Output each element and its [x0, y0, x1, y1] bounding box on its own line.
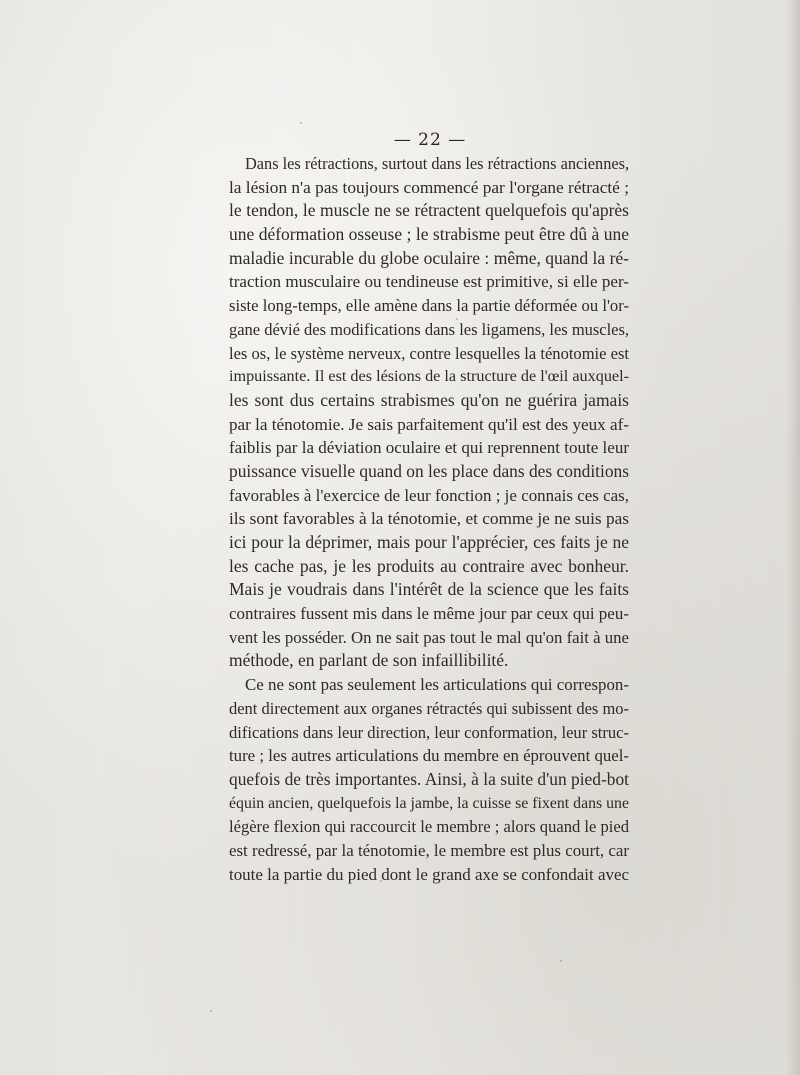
text-line: vent les posséder. On ne sait pas tout le mal qu'on fait à une: [229, 627, 629, 647]
text-line: difications dans leur direction, leur conformation, leur struc-: [229, 722, 629, 742]
text-line: légère flexion qui raccourcit le membre ; alors quand le pied: [229, 817, 629, 837]
text-line: favorables à l'exercice de leur fonction ; je connais ces cas,: [229, 485, 629, 505]
paragraph-2: [229, 673, 629, 886]
paper-speck: [210, 1010, 212, 1012]
text-line: une déformation osseuse ; le strabisme peut être dû à une: [229, 224, 629, 245]
text-line: ture ; les autres articulations du membre en éprouvent quel-: [229, 746, 629, 766]
text-line: le tendon, le muscle ne se rétractent quelquefois qu'après: [229, 200, 629, 221]
paper-speck: [456, 318, 458, 320]
text-line: est redressé, par la ténotomie, le membre est plus court, car: [229, 840, 629, 860]
text-line: les cache pas, je les produits au contraire avec bonheur.: [229, 555, 629, 576]
text-line: Dans les rétractions, surtout dans les rétractions anciennes,: [245, 154, 630, 173]
text-line: méthode, en parlant de son infaillibilité.: [229, 650, 509, 671]
text-line: puissance visuelle quand on les place dans des conditions: [229, 460, 629, 481]
text-line: équin ancien, quelquefois la jambe, la cuisse se fixent dans une: [229, 794, 629, 812]
paper-speck: [300, 122, 302, 124]
body-text: [229, 152, 629, 886]
text-line: les os, le système nerveux, contre lesquelles la ténotomie est: [229, 343, 629, 363]
text-line: Ce ne sont pas seulement les articulations qui correspon-: [245, 675, 629, 695]
text-line: par la ténotomie. Je sais parfaitement qu'il est des yeux af-: [229, 414, 629, 434]
text-line: impuissante. Il est des lésions de la structure de l'œil auxquel-: [229, 367, 629, 386]
text-line: ils sont favorables à la ténotomie, et comme je ne suis pas: [229, 509, 629, 529]
text-line: toute la partie du pied dont le grand axe se confondait avec: [229, 864, 629, 884]
text-line: faiblis par la déviation oculaire et qui reprennent toute leur: [229, 438, 629, 458]
text-line: contraires fussent mis dans le même jour par ceux qui peu-: [229, 604, 629, 624]
text-line: ici pour la déprimer, mais pour l'apprécier, ces faits je ne: [229, 532, 629, 552]
text-line: Mais je voudrais dans l'intérêt de la science que les faits: [229, 579, 629, 600]
text-line: la lésion n'a pas toujours commencé par l'organe rétracté ;: [229, 177, 629, 197]
paragraph-1: [229, 152, 629, 673]
paper-speck: [466, 650, 468, 652]
text-line: maladie incurable du globe oculaire : même, quand la ré-: [229, 247, 629, 268]
paper-speck: [560, 960, 562, 962]
text-line: les sont dus certains strabismes qu'on ne guérira jamais: [229, 389, 629, 410]
page-number: — 22 —: [393, 130, 467, 150]
text-line: traction musculaire ou tendineuse est primitive, si elle per-: [229, 272, 629, 292]
text-line: dent directement aux organes rétractés qui subissent des mo-: [229, 698, 629, 718]
text-line: siste long-temps, elle amène dans la partie déformée ou l'or-: [229, 296, 629, 316]
text-line: gane dévié des modifications dans les ligamens, les muscles,: [229, 319, 629, 339]
paper-speck: [380, 880, 382, 882]
text-line: quefois de très importantes. Ainsi, à la suite d'un pied-bot: [229, 768, 629, 789]
